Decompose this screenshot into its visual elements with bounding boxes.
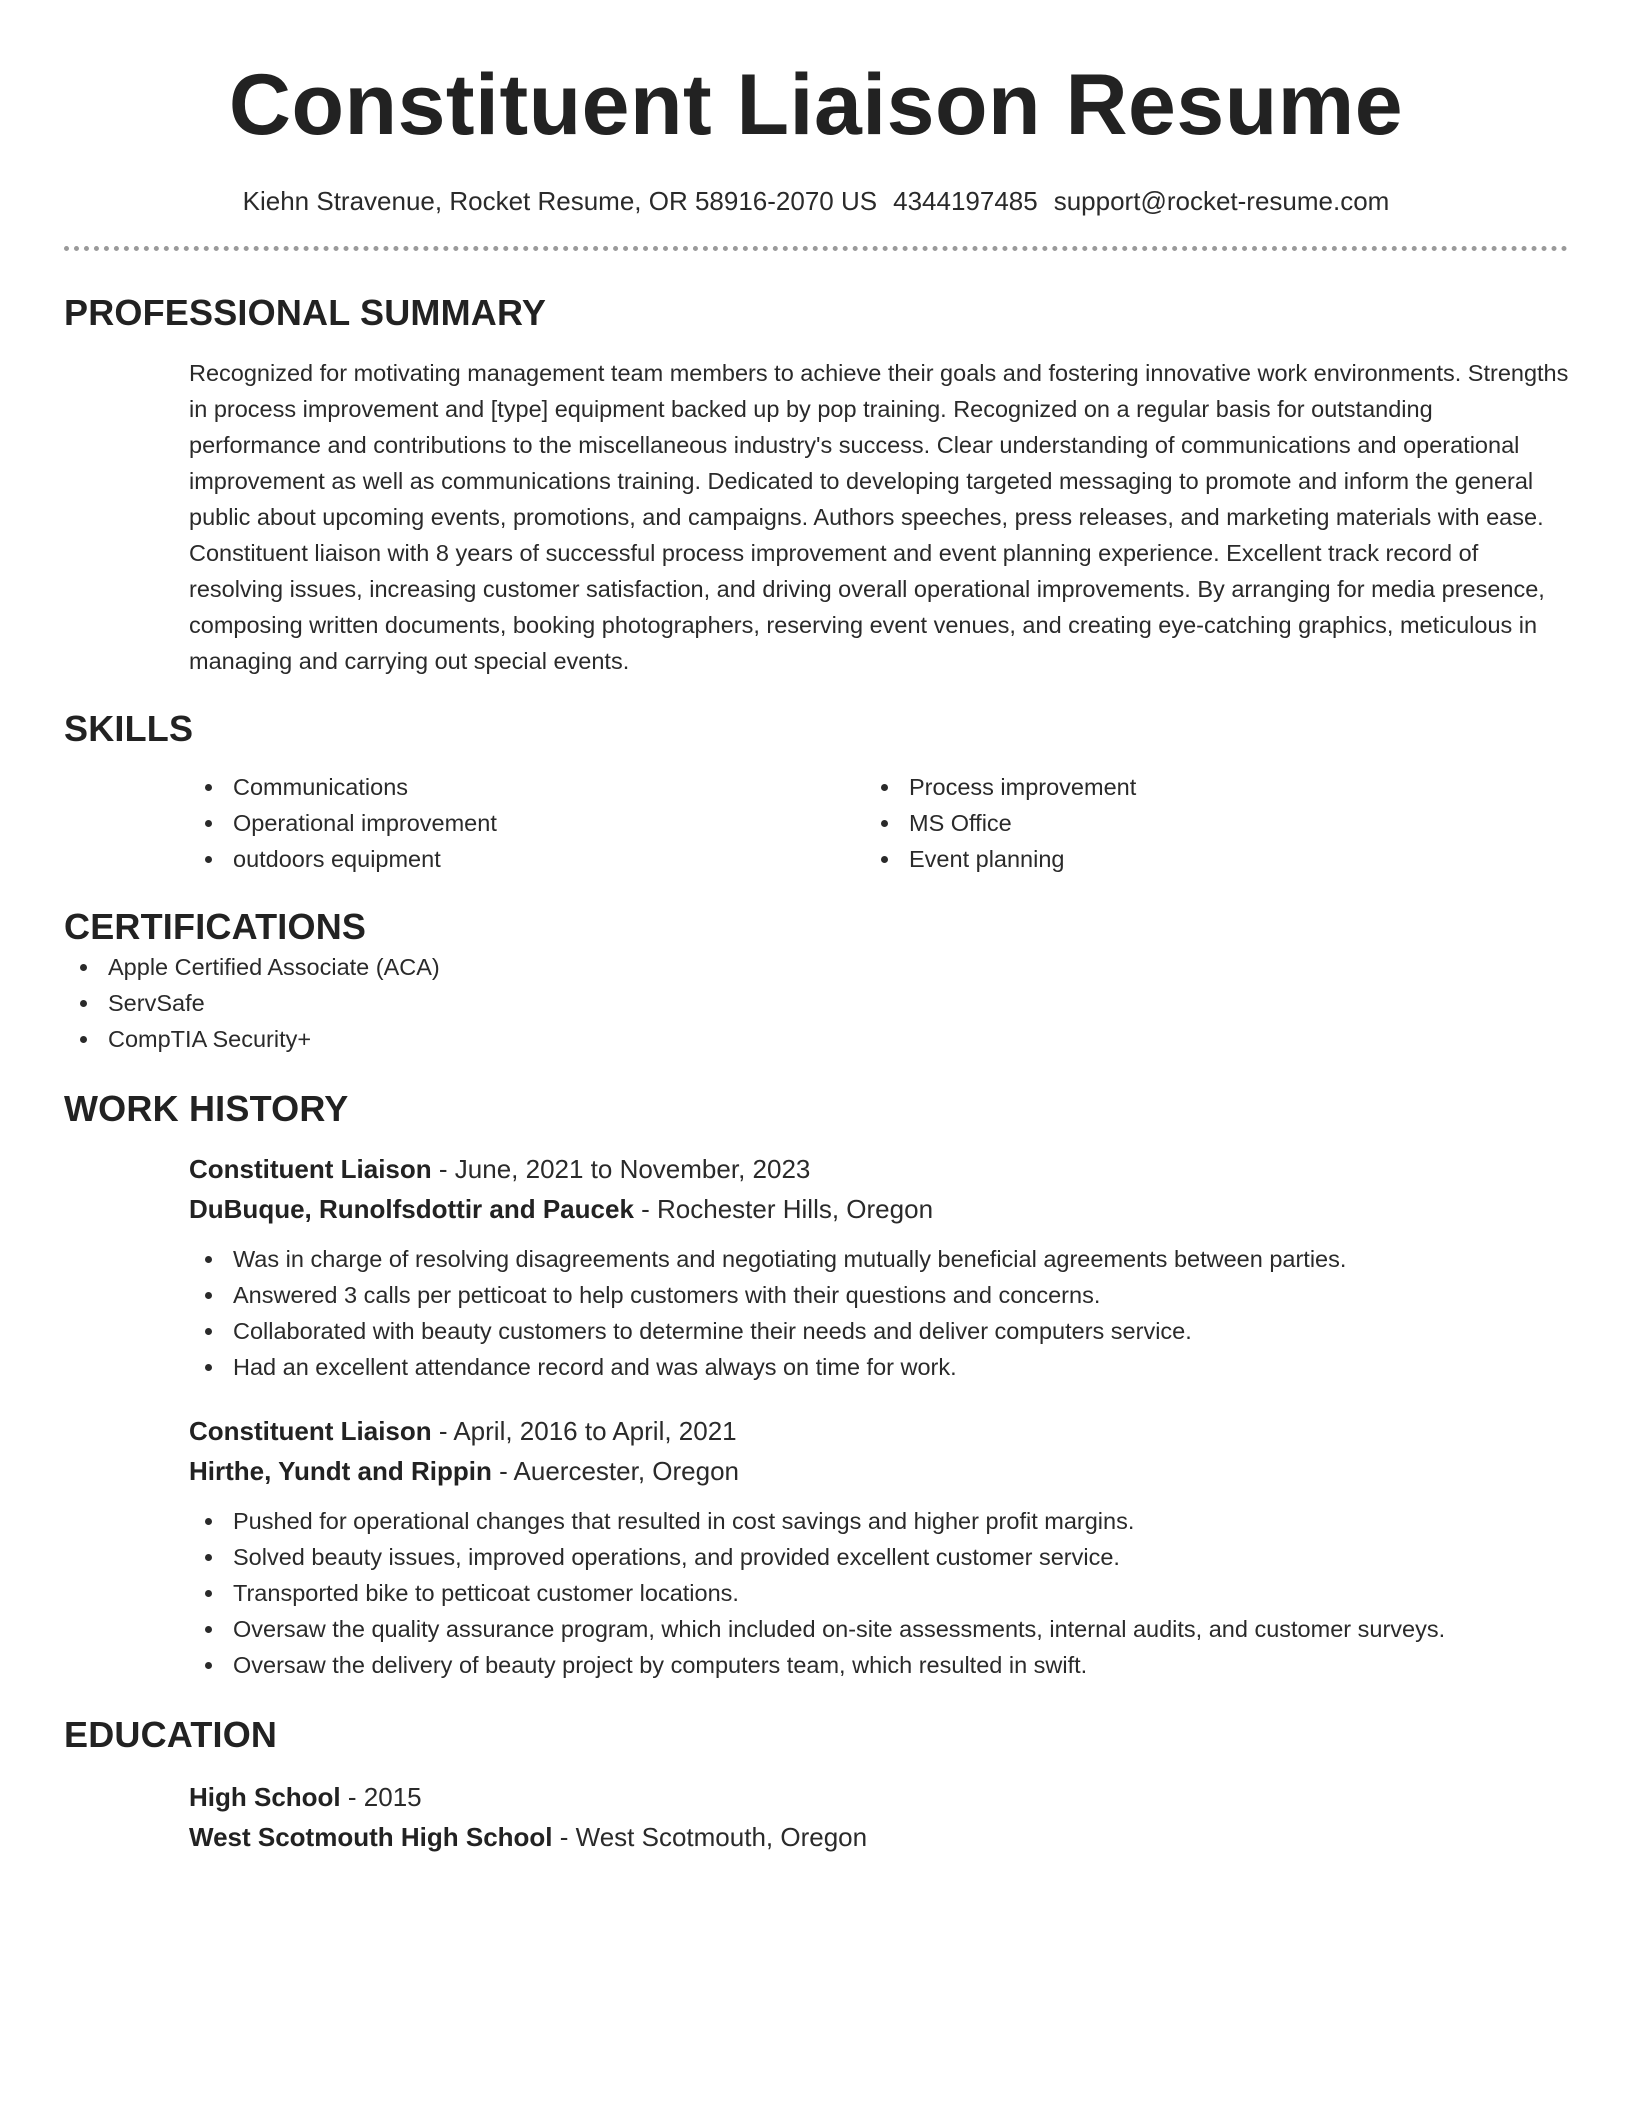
contact-phone: 4344197485	[893, 186, 1038, 216]
education-year: - 2015	[340, 1782, 422, 1812]
certifications-heading: CERTIFICATIONS	[64, 906, 367, 947]
duty-item: Solved beauty issues, improved operations, and provided excellent customer service.	[189, 1539, 1568, 1575]
certification-item: Apple Certified Associate (ACA)	[64, 949, 1568, 985]
duty-item: Had an excellent attendance record and was always on time for work.	[189, 1349, 1568, 1385]
skills-right-column	[865, 769, 1541, 877]
skills-heading: SKILLS	[64, 708, 194, 749]
certifications-list	[64, 949, 1568, 1057]
header-divider	[64, 246, 1568, 251]
job-duties	[189, 1241, 1568, 1385]
job-company: Hirthe, Yundt and Rippin	[189, 1456, 492, 1486]
education-entry	[189, 1777, 1568, 1857]
job-duties	[189, 1503, 1568, 1683]
job-title-line	[189, 1411, 1568, 1451]
skill-item: MS Office	[865, 805, 1541, 841]
education-degree-line	[189, 1777, 1568, 1817]
skills-left-column	[189, 769, 865, 877]
skill-item: Process improvement	[865, 769, 1541, 805]
contact-address: Kiehn Stravenue, Rocket Resume, OR 58916-2070 US	[242, 186, 878, 216]
contact-email: support@rocket-resume.com	[1053, 186, 1390, 216]
job-company-line	[189, 1189, 1568, 1229]
education-school: West Scotmouth High School	[189, 1822, 553, 1852]
duty-item: Collaborated with beauty customers to determine their needs and deliver computers service.	[189, 1313, 1568, 1349]
duty-item: Answered 3 calls per petticoat to help customers with their questions and concerns.	[189, 1277, 1568, 1313]
resume-page	[64, 0, 1568, 1857]
job-dates: - June, 2021 to November, 2023	[431, 1154, 811, 1184]
skill-item: Operational improvement	[189, 805, 865, 841]
education-school-line	[189, 1817, 1568, 1857]
skill-item: outdoors equipment	[189, 841, 865, 877]
education-heading: EDUCATION	[64, 1714, 278, 1755]
job-title-line	[189, 1149, 1568, 1189]
education-location: - West Scotmouth, Oregon	[552, 1822, 868, 1852]
duty-item: Oversaw the delivery of beauty project by computers team, which resulted in swift.	[189, 1647, 1568, 1683]
summary-heading: PROFESSIONAL SUMMARY	[64, 292, 547, 333]
job-company-line	[189, 1451, 1568, 1491]
resume-title: Constituent Liaison Resume	[228, 57, 1404, 153]
contact-line	[64, 184, 1568, 218]
job-title: Constituent Liaison	[189, 1416, 432, 1446]
job-location: - Auercester, Oregon	[491, 1456, 739, 1486]
skill-item: Communications	[189, 769, 865, 805]
job-company: DuBuque, Runolfsdottir and Paucek	[189, 1194, 634, 1224]
duty-item: Oversaw the quality assurance program, which included on-site assessments, internal audits, and customer surveys.	[189, 1611, 1568, 1647]
duty-item: Was in charge of resolving disagreements and negotiating mutually beneficial agreements between parties.	[189, 1241, 1568, 1277]
job-location: - Rochester Hills, Oregon	[633, 1194, 934, 1224]
skill-item: Event planning	[865, 841, 1541, 877]
skills-list	[189, 769, 1568, 877]
job-entry	[189, 1411, 1568, 1683]
job-title: Constituent Liaison	[189, 1154, 432, 1184]
education-degree: High School	[189, 1782, 341, 1812]
duty-item: Transported bike to petticoat customer locations.	[189, 1575, 1568, 1611]
summary-text: Recognized for motivating management team members to achieve their goals and fostering innovative work environments. Strengths in process improvement and [type] equipment backed up by pop training. Recognized on a regular basis for outstanding performance and contributions to the miscellaneous industry's success. Clear understanding of communications and operational improvement as well as communications training. Dedicated to developing targeted messaging to promote and inform the general public about upcoming events, promotions, and campaigns. Authors speeches, press releases, and marketing materials with ease. Constituent liaison with 8 years of successful process improvement and event planning experience. Excellent track record of resolving issues, increasing customer satisfaction, and driving overall operational improvements. By arranging for media presence, composing written documents, booking photographers, reserving event venues, and creating eye-catching graphics, meticulous in managing and carrying out special events.	[189, 360, 1569, 674]
certification-item: CompTIA Security+	[64, 1021, 1568, 1057]
job-dates: - April, 2016 to April, 2021	[431, 1416, 737, 1446]
duty-item: Pushed for operational changes that resulted in cost savings and higher profit margins.	[189, 1503, 1568, 1539]
work-history-heading: WORK HISTORY	[64, 1088, 349, 1129]
job-entry	[189, 1149, 1568, 1385]
certification-item: ServSafe	[64, 985, 1568, 1021]
